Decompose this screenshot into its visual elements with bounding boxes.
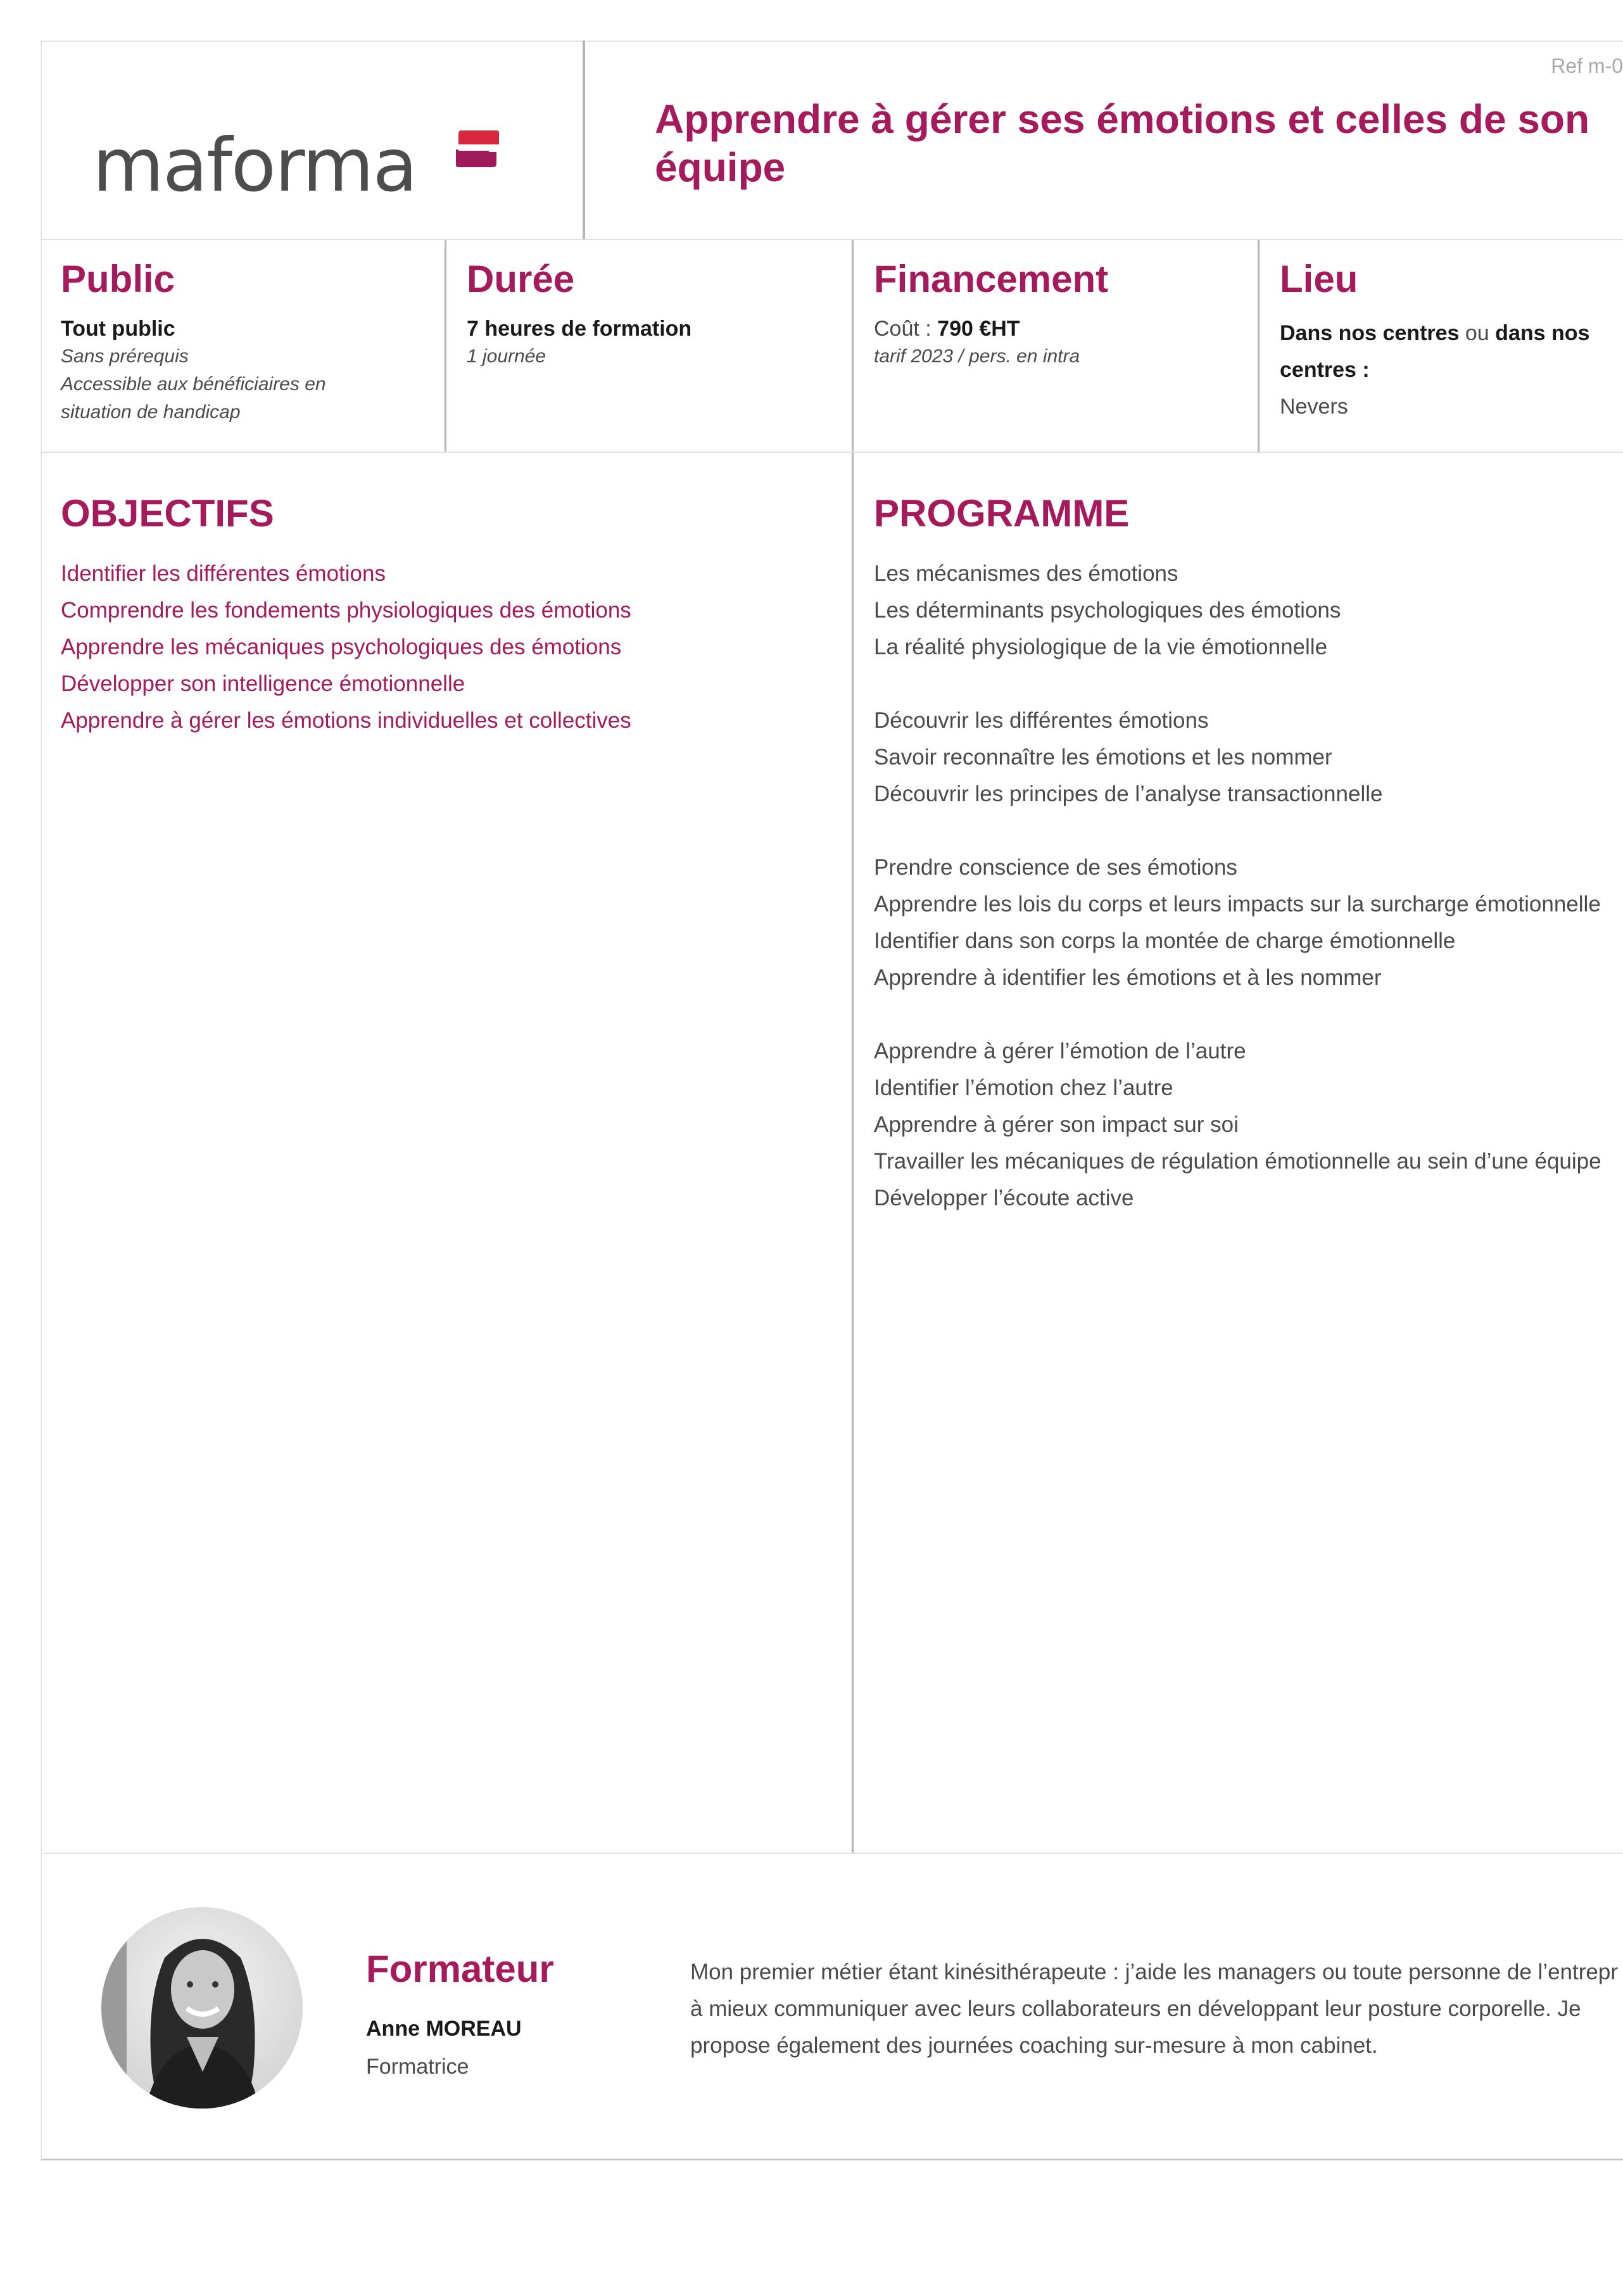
list-item: Comprendre les fondements physiologiques des émotions (61, 598, 631, 623)
trainer-role: Formatrice (366, 2055, 469, 2079)
info-row (41, 240, 1623, 453)
logo-box (41, 41, 585, 239)
list-item: Découvrir les principes de l’analyse transactionnelle (874, 782, 1383, 806)
trainer-section (41, 1854, 1623, 2160)
list-item: Les déterminants psychologiques des émotions (874, 598, 1341, 623)
list-item: Identifier dans son corps la montée de charge émotionnelle (874, 929, 1456, 953)
content-section (41, 453, 1623, 1854)
programme-list (874, 555, 1623, 1217)
public-accessibility-1: Accessible aux bénéficiaires en (61, 374, 326, 395)
list-item: Travailler les mécaniques de régulation émotionnelle au sein d’une équipe (874, 1149, 1601, 1174)
trainer-bio-line: Mon premier métier étant kinésithérapeute : j’aide les managers ou toute personne de l’entrepr (690, 1960, 1618, 1984)
logo[interactable]: maforma (92, 123, 417, 208)
lieu-part1: Dans nos centres (1280, 321, 1460, 345)
programme-heading: PROGRAMME (874, 492, 1130, 535)
lieu-part2: ou (1459, 321, 1496, 345)
trainer-bio (690, 1954, 1623, 2064)
list-item: Les mécanismes des émotions (874, 561, 1178, 586)
list-item: Apprendre à gérer l’émotion de l’autre (874, 1039, 1246, 1063)
header (41, 41, 1623, 240)
list-item: Apprendre à gérer les émotions individuelles et collectives (61, 708, 631, 733)
trainer-heading: Formateur (366, 1948, 554, 1990)
lieu-part4: centres : (1280, 358, 1370, 382)
list-item: Identifier les différentes émotions (61, 561, 386, 586)
list-spacer (874, 996, 1623, 1033)
info-financement (854, 240, 1260, 452)
public-prerequisites: Sans prérequis (61, 346, 189, 367)
list-item: Identifier l’émotion chez l’autre (874, 1075, 1173, 1100)
lieu-part3: dans nos (1495, 321, 1590, 345)
duree-main: 7 heures de formation (467, 317, 692, 341)
avatar (101, 1907, 303, 2109)
list-item: Apprendre les mécaniques psychologiques des émotions (61, 635, 622, 659)
list-item: Découvrir les différentes émotions (874, 708, 1209, 733)
programme-column (854, 453, 1623, 1853)
list-item: Développer son intelligence émotionnelle (61, 671, 465, 696)
list-item: Prendre conscience de ses émotions (874, 855, 1237, 880)
reference-code: Ref m-0 (1551, 54, 1623, 77)
list-item: Apprendre à identifier les émotions et à les nommer (874, 965, 1382, 990)
info-duree (446, 240, 854, 452)
duree-days: 1 journée (467, 346, 546, 367)
list-item: Apprendre les lois du corps et leurs impacts sur la surcharge émotionnelle (874, 892, 1601, 916)
trainer-bio-line: à mieux communiquer avec leurs collaborateurs en développant leur posture corporelle. Je (690, 1996, 1581, 2021)
public-main: Tout public (61, 317, 175, 341)
info-public (41, 240, 446, 452)
objectifs-list (61, 555, 852, 739)
list-item: Développer l’écoute active (874, 1186, 1134, 1210)
list-item: Savoir reconnaître les émotions et les nommer (874, 745, 1332, 770)
lieu-city: Nevers (1280, 395, 1348, 419)
logo-mark-icon (455, 128, 500, 168)
trainer-photo-icon (101, 1907, 303, 2109)
objectifs-column (41, 453, 854, 1853)
list-item: Apprendre à gérer son impact sur soi (874, 1112, 1239, 1137)
lieu-heading: Lieu (1280, 258, 1358, 300)
financement-cost (874, 315, 1258, 343)
financement-heading: Financement (874, 258, 1109, 300)
list-item: La réalité physiologique de la vie émotionnelle (874, 635, 1328, 659)
list-spacer (874, 666, 1623, 702)
info-lieu (1260, 240, 1623, 452)
lieu-location (1280, 315, 1623, 388)
list-spacer (874, 813, 1623, 849)
cost-label: Coût : (874, 317, 938, 341)
financement-note: tarif 2023 / pers. en intra (874, 346, 1080, 367)
duree-heading: Durée (467, 258, 575, 300)
trainer-name: Anne MOREAU (366, 2017, 522, 2041)
page-title: Apprendre à gérer ses émotions et celles de son équipe (655, 96, 1590, 190)
cost-value: 790 €HT (937, 317, 1020, 341)
trainer-bio-line: propose également des journées coaching sur-mesure à mon cabinet. (690, 2033, 1378, 2058)
public-accessibility-2: situation de handicap (61, 402, 241, 422)
public-heading: Public (61, 258, 175, 300)
objectifs-heading: OBJECTIFS (61, 492, 274, 535)
